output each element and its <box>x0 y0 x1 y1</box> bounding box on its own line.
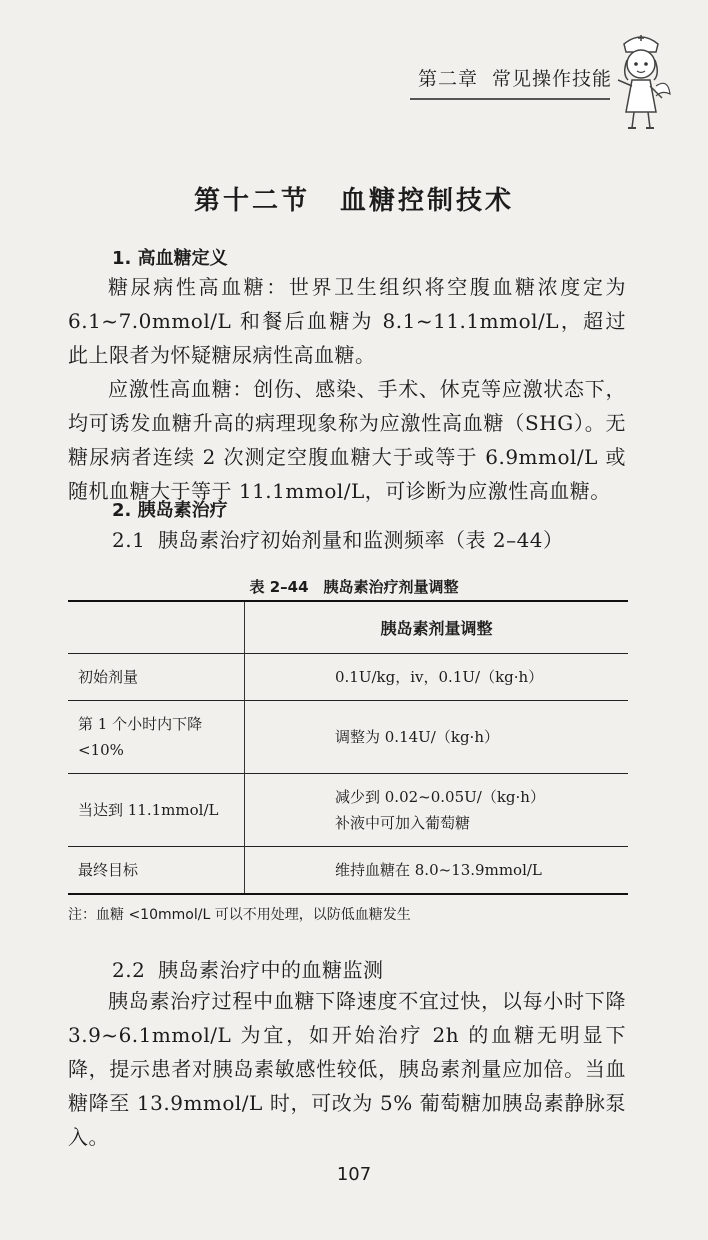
section-number: 第十二节 <box>193 186 310 216</box>
table-cell-text: 0.1U/kg，iv，0.1U/（kg·h） <box>335 668 544 686</box>
table-row <box>68 701 628 774</box>
table-row-label: 最终目标 <box>68 847 245 895</box>
table-row <box>68 654 628 701</box>
heading-hyperglycemia-definition: 1. 高血糖定义 <box>112 248 228 269</box>
paragraph-stress-hyperglycemia: 应激性高血糖：创伤、感染、手术、休克等应激状态下，均可诱发血糖升高的病理现象称为应激性高血糖（SHG）。无糖尿病者连续 2 次测定空腹血糖大于或等于 6.9mmol/L 或随机血糖大于等于 11.1mmol/L，可诊断为应激性高血糖。 <box>68 377 626 503</box>
table-header-empty <box>68 601 245 654</box>
subheading-glucose-monitoring <box>112 954 384 983</box>
table-row-label: 当达到 11.1mmol/L <box>68 774 245 847</box>
section-name: 血糖控制技术 <box>340 186 515 216</box>
table-row <box>68 774 628 847</box>
table-note: 注：血糖 <10mmol/L 可以不用处理，以防低血糖发生 <box>68 907 411 923</box>
chapter-title: 常见操作技能 <box>492 68 613 90</box>
subheading-initial-dose <box>112 524 564 553</box>
subheading-text: 胰岛素治疗中的血糖监测 <box>158 958 384 982</box>
chapter-number: 第二章 <box>418 68 479 90</box>
paragraph-glucose-monitoring: 胰岛素治疗过程中血糖下降速度不宜过快，以每小时下降 3.9~6.1mmol/L 为宜，如开始治疗 2h 的血糖无明显下降，提示患者对胰岛素敏感性较低，胰岛素剂量应加倍。当血糖降至 13.9mmol/L 时，可改为 5% 葡萄糖加胰岛素静脉泵入。 <box>68 989 626 1149</box>
running-header <box>418 64 612 91</box>
table-row-label: 第 1 个小时内下降<10% <box>68 701 245 774</box>
header-rule <box>410 98 610 100</box>
nurse-cartoon-icon <box>610 28 672 132</box>
table-cell-text: 减少到 0.02~0.05U/（kg·h） <box>335 788 545 806</box>
table-row-value <box>245 774 629 847</box>
table-cell-text: 调整为 0.14U/（kg·h） <box>335 728 499 746</box>
page-number: 107 <box>336 1164 372 1185</box>
table-header-row <box>68 601 628 654</box>
table-row-value <box>245 847 629 895</box>
subheading-number: 2.2 <box>112 958 146 982</box>
section-title <box>0 180 708 217</box>
table-row <box>68 847 628 895</box>
insulin-dose-table <box>68 600 628 895</box>
table-cell-text-secondary: 补液中可加入葡萄糖 <box>335 814 471 832</box>
heading-insulin-therapy: 2. 胰岛素治疗 <box>112 500 228 521</box>
paragraph-diabetic-hyperglycemia: 糖尿病性高血糖：世界卫生组织将空腹血糖浓度定为 6.1~7.0mmol/L 和餐后血糖为 8.1~11.1mmol/L，超过此上限者为怀疑糖尿病性高血糖。 <box>68 275 626 367</box>
table-column-header: 胰岛素剂量调整 <box>380 619 493 638</box>
table-row-label: 初始剂量 <box>68 654 245 701</box>
table-caption: 表 2–44 胰岛素治疗剂量调整 <box>249 578 459 596</box>
table-row-value <box>245 701 629 774</box>
subheading-text: 胰岛素治疗初始剂量和监测频率（表 2–44） <box>158 528 564 552</box>
subheading-number: 2.1 <box>112 528 146 552</box>
table-cell-text: 维持血糖在 8.0~13.9mmol/L <box>335 861 542 879</box>
table-row-value <box>245 654 629 701</box>
